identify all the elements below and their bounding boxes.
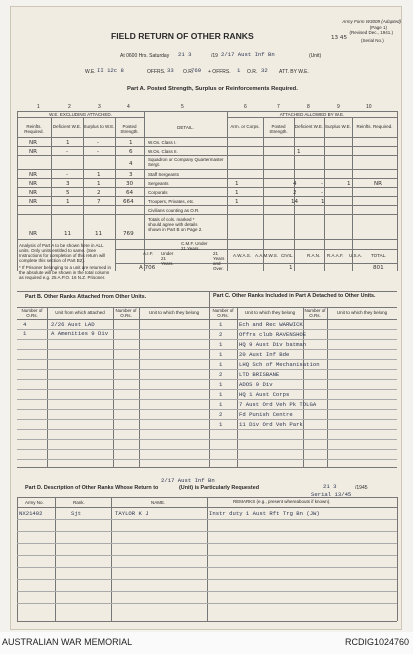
aif-value: A 706 — [139, 265, 156, 271]
form-title: FIELD RETURN OF OTHER RANKS — [111, 31, 254, 41]
attached-allowed: ATTACHED ALLOWED BY W.E. — [279, 112, 345, 117]
part-d-date-value: 21 3 — [323, 483, 337, 490]
detail-corporals: Corporals — [148, 190, 168, 195]
form-sheet: Army Form W3009 (Adapted) (Page 1) (Revised Dec., 1941.) 13 45 (Serial No.) FIELD RETURN OF OTHER RANKS At 0600 Hrs. Saturday 21 3 /19 2/17 Aust Inf Bn (Unit) W.E. II 12c 8 OFFRS. 33 O.R. 769 + OFFRS. 1 O.R. 32 ATT. BY W.E. Part A. Posted Strength, Surplus or Reinforcements Required. 1 2 3 4 5 6 7 8 9 10 W.E. EXCLUDING ATTACHED. ATTACHED ALLOWED BY W.E. Reinfts. Required. Deficient W.E. Surplus to W.E. Posted Strength. DETAIL. Arm. or Corps. Posted Strength. Deficient W.E. Surplus W.E. Reinfts. Required. W.Os. Class I. W.Os. Class II. Squadron or Company Quartermaster Sergt. Staff Sergeants Sergeants Corporals Troopers, Privates, etc. Civilians counting as O.R. Totals of cols. marked * should agree with details shown in Part B on Page 2. NR 1 - 1 NR - - 6 1 4 NR - 1 3 NR 3 1 30 1 4 - 1 NR NR 5 2 64 1 2 - NR 1 7 664 1 14 1 NR 11 11 769 Analysis of Part A to be shown here in ALL units. Only units entitled to same. (See Instructions for completion of this return will complete this section of Part B2). * If Prisoner belonging to a unit are returned in the absolute will be shown in the total column as required e.g. 25 A.P.O. 16 N.Z. Prisoner. A.I.F. Under 21 Years. C.M.F. Under 21 Years. 21 Years and Over. A.W.A.S. A.A.M.W.S. CIVIL. R.A.N. R.A.A.F. U.S.A. TOTAL. A 706 1 801 Part B. Other Ranks Attached from Other Units. Part C. Other Ranks Included in Part A Detached to Other Units. Number of O.Rs. Unit from which attached Number of O.Rs. Unit to which they belong Number of O.Rs. Unit to which they belong Number of O.Rs. Unit to which they belong 4 2/26 Aust LAD 1 A Amenities 9 Div 1 Ech and Rec WARWICK 2 Offrs club RAVENSHOE 1 HQ 9 Aust Div batman 1 20 Aust Inf Bde 1 LHQ Sch of Mechanisation 2 LTD BRISBANE 1 ADOS 9 Div 1 HQ 1 Aust Corps 1 7 Aust Ord Veh Pk TOLGA 2 Fd Punish Centre 1 11 Div Ord Veh Park 2/17 Aust Inf Bn Part D. Description of Other Ranks Whose Return to (Unit) is Particularly Requested 21 3 /1945 Serial 13/45 Army No. Rank. NAME. REMARKS (e.g., present whereabouts if known). NX21402 Sjt TAYLOR K J Instr duty 1 Aust Rft Trg Bn (JW) — [10, 6, 402, 630]
detail-cqms: Squadron or Company Quartermaster Sergt. — [148, 157, 224, 167]
att-or-label: O.R. — [247, 69, 258, 75]
detail-privates: Troopers, Privates, etc. — [148, 199, 195, 204]
offrs-value: 33 — [167, 67, 174, 74]
serial-no-label: (Serial No.) — [361, 38, 384, 43]
detail-sergeants: Sergeants — [148, 181, 169, 186]
total-value: 801 — [373, 265, 384, 271]
year-prefix: /19 — [211, 53, 218, 59]
revised-note: (Revised Dec., 1941.) — [349, 30, 393, 35]
detail-wo-class-2: W.Os. Class II. — [148, 149, 178, 154]
part-b-title: Part B. Other Ranks Attached from Other Units. — [25, 294, 147, 300]
att-or-value: 32 — [261, 67, 268, 74]
we-label: W.E. — [85, 69, 96, 75]
part-d-title: Part D. Description of Other Ranks Whose Return to — [25, 485, 159, 491]
plus-offrs: + OFFRS. — [208, 69, 231, 75]
footer-right: RCDIG1024760 — [344, 637, 409, 647]
we-value: II 12c 8 — [97, 67, 124, 74]
part-c-title: Part C. Other Ranks Included in Part A Detached to Other Units. — [213, 293, 376, 299]
unit-label: (Unit) — [309, 53, 322, 59]
unit-value: 2/17 Aust Inf Bn — [221, 51, 275, 58]
at-label: At 0600 Hrs. Saturday — [120, 53, 170, 59]
detail-civilians: Civilians counting as O.R. — [148, 208, 200, 213]
part-d-serial: Serial 13/45 — [311, 491, 352, 498]
serial-no-value: 13 45 — [331, 35, 348, 41]
offrs-label: OFFRS. — [147, 69, 166, 75]
page-ref: (Page 1) — [369, 25, 387, 30]
we-excluding-attached: W.E. EXCLUDING ATTACHED. — [49, 112, 112, 117]
part-a-title: Part A. Posted Strength, Surplus or Reinforcements Required. — [127, 86, 298, 92]
analysis-note: Analysis of Part A to be shown here in ALL units. Only units entitled to same. (See Instructions for completion of this return will complete this section of Part B2). — [19, 243, 106, 263]
detail-wo-class-1: W.Os. Class I. — [148, 140, 177, 145]
date-value: 21 3 — [178, 51, 192, 58]
part-d-unit-value: 2/17 Aust Inf Bn — [161, 477, 215, 484]
att-offrs-value: 1 — [237, 67, 241, 74]
part-d-year: /1945 — [355, 485, 368, 491]
part-d-unit-text: (Unit) is Particularly Requested — [179, 485, 259, 491]
form-number: Army Form W3009 (Adapted) — [342, 19, 401, 24]
footer-left: AUSTRALIAN WAR MEMORIAL — [2, 637, 133, 647]
totals-note: Totals of cols. marked * should agree with details shown in Part B on Page 2. — [148, 217, 203, 232]
civil-value: 1 — [289, 265, 293, 271]
detail-staff-sergeants: Staff Sergeants — [148, 172, 179, 177]
att-by-we: ATT. BY W.E. — [279, 69, 309, 75]
prisoner-note: * If Prisoner belonging to a unit are returned in the absolute will be shown in the total column as required e.g. 25 A.P.O. 16 N.Z. Prisoner. — [19, 265, 112, 280]
or-label: O.R. — [183, 69, 194, 75]
archive-footer — [0, 632, 413, 654]
or-value: 769 — [191, 67, 202, 74]
